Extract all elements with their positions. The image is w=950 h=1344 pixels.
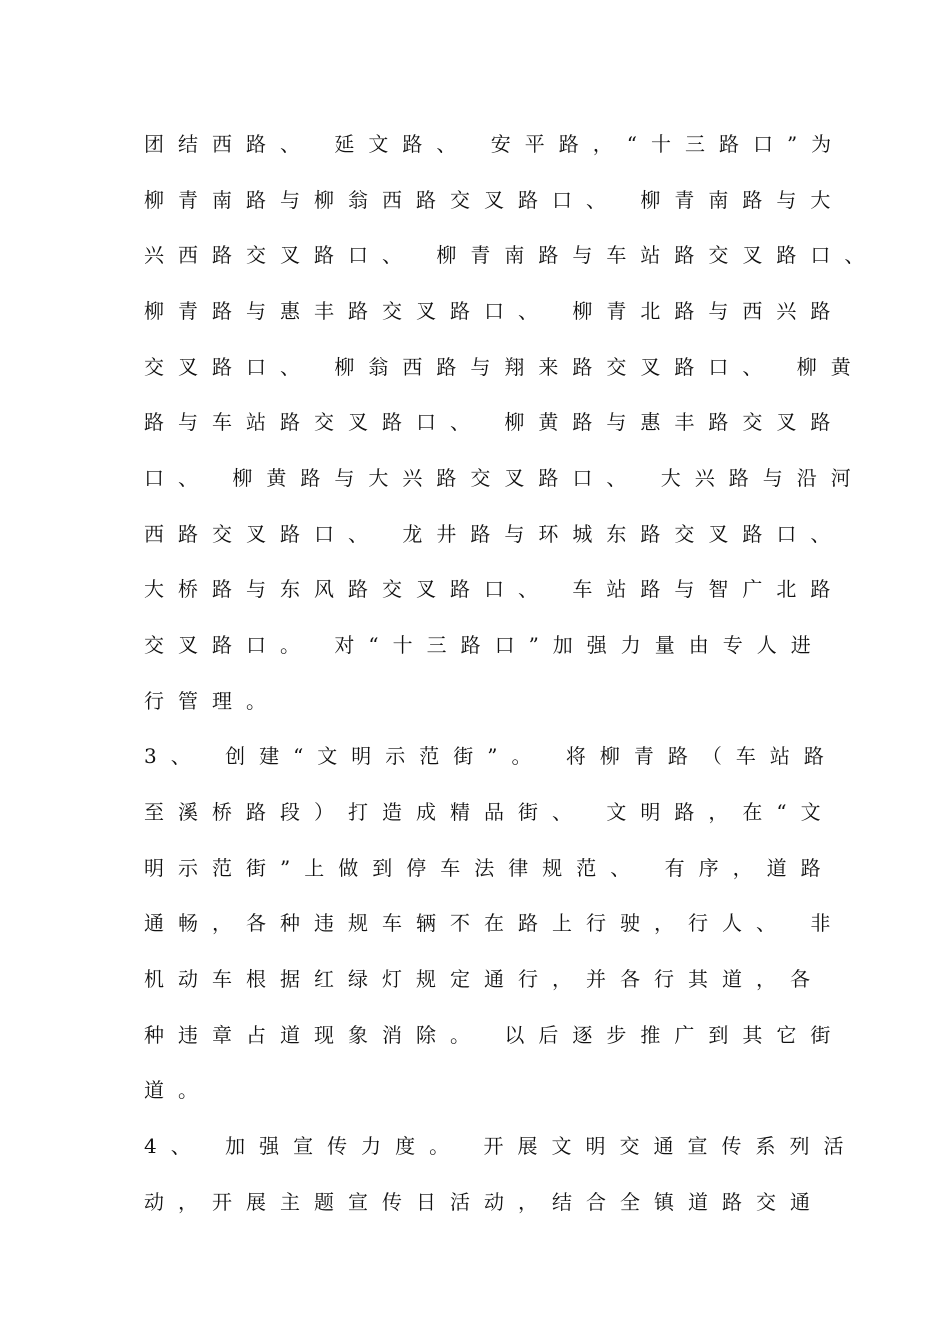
text-line: 4、 加强宣传力度。 开展文明交通宣传系列活 <box>144 1134 858 1158</box>
text-line: 动，开展主题宣传日活动，结合全镇道路交通 <box>144 1190 824 1214</box>
text-line: 大桥路与东风路交叉路口、 车站路与智广北路 <box>144 577 845 601</box>
text-line: 通畅，各种违规车辆不在路上行驶，行人、 非 <box>144 911 845 935</box>
text-line: 路与车站路交叉路口、 柳黄路与惠丰路交叉路 <box>144 410 845 434</box>
text-line: 柳青南路与柳翁西路交叉路口、 柳青南路与大 <box>144 188 845 212</box>
text-line: 口、 柳黄路与大兴路交叉路口、 大兴路与沿河 <box>144 466 865 490</box>
text-line: 兴西路交叉路口、 柳青南路与车站路交叉路口、 <box>144 243 879 267</box>
text-line: 团结西路、 延文路、 安平路，“十三路口”为 <box>144 132 846 156</box>
text-line: 道。 <box>144 1078 212 1102</box>
text-line: 至溪桥路段）打造成精品街、 文明路，在“文 <box>144 800 835 824</box>
text-line: 柳青路与惠丰路交叉路口、 柳青北路与西兴路 <box>144 299 845 323</box>
text-line: 交叉路口、 柳翁西路与翔来路交叉路口、 柳黄 <box>144 355 865 379</box>
text-line: 机动车根据红绿灯规定通行，并各行其道，各 <box>144 967 824 991</box>
text-line: 西路交叉路口、 龙井路与环城东路交叉路口、 <box>144 522 845 546</box>
text-line: 种违章占道现象消除。 以后逐步推广到其它街 <box>144 1023 845 1047</box>
text-line: 交叉路口。 对“十三路口”加强力量由专人进 <box>144 633 825 657</box>
text-line: 明示范街”上做到停车法律规范、 有序，道路 <box>144 856 835 880</box>
text-line: 3、 创建“文明示范街”。 将柳青路（车站路 <box>144 744 838 768</box>
text-line: 行管理。 <box>144 689 280 713</box>
